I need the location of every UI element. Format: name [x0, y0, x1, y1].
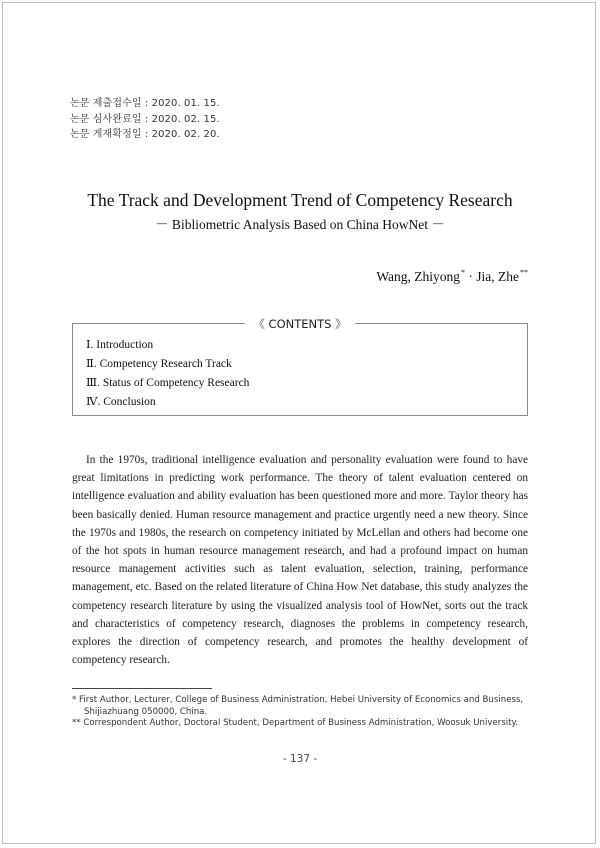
author-1: Wang, Zhiyong [376, 269, 460, 284]
date-accepted: 논문 게재확정일 : 2020. 02. 20. [70, 129, 220, 140]
footnote-first-author: * First Author, Lecturer, College of Business Administration, Hebei University of Economics and Business, Shijiazhuang 050000, China. [72, 695, 524, 717]
contents-heading [0, 316, 600, 332]
footnote-correspondent-author: ** Correspondent Author, Doctoral Student, Department of Business Administration, Woosuk University. [72, 718, 519, 728]
date-reviewed: 논문 심사완료일 : 2020. 02. 15. [70, 113, 220, 125]
paper-subtitle: － Bibliometric Analysis Based on China HowNet － [155, 217, 445, 232]
contents-label: 《 CONTENTS 》 [245, 317, 354, 331]
author-1-mark: * [461, 268, 465, 277]
author-line [376, 268, 528, 285]
author-2: Jia, Zhe [476, 269, 519, 284]
page-number: - 137 - [282, 753, 318, 765]
author-2-mark: ** [520, 268, 528, 277]
toc-item-research-track: Ⅱ. Competency Research Track [86, 358, 232, 370]
toc-item-introduction: Ⅰ. Introduction [86, 339, 154, 351]
abstract-paragraph: In the 1970s, traditional intelligence evaluation and personality evaluation were found to have great limitations in predicting work performance. The theory of talent evaluation centered on intelligence evaluation and ability evaluation has been questioned more and more. Taylor theory has been basically denied. Human resource management and practice urgently need a new theory. Since the 1970s and 1980s, the research on competency initiated by McLellan and others had become one of the hot spots in human resource management research, and had a profound impact on human resource management activities such as talent evaluation, selection, training, performance management, etc. Based on the related literature of China How Net database, this study analyzes the competency research literature by using the visualized analysis tool of HowNet, sorts out the track and characteristics of competency research, diagnoses the problems in competency research, explores the direction of competency research, and promotes the healthy development of competency research. [72, 454, 528, 667]
paper-title: The Track and Development Trend of Competency Research [87, 190, 513, 210]
footnotes [72, 695, 532, 730]
footnote-rule [72, 688, 212, 689]
table-of-contents [86, 336, 249, 412]
toc-item-conclusion: Ⅳ. Conclusion [86, 396, 156, 408]
submission-dates [70, 96, 220, 143]
date-received: 논문 제출접수일 : 2020. 01. 15. [70, 98, 220, 109]
author-separator: · [465, 269, 477, 284]
toc-item-status: Ⅲ. Status of Competency Research [86, 377, 250, 389]
